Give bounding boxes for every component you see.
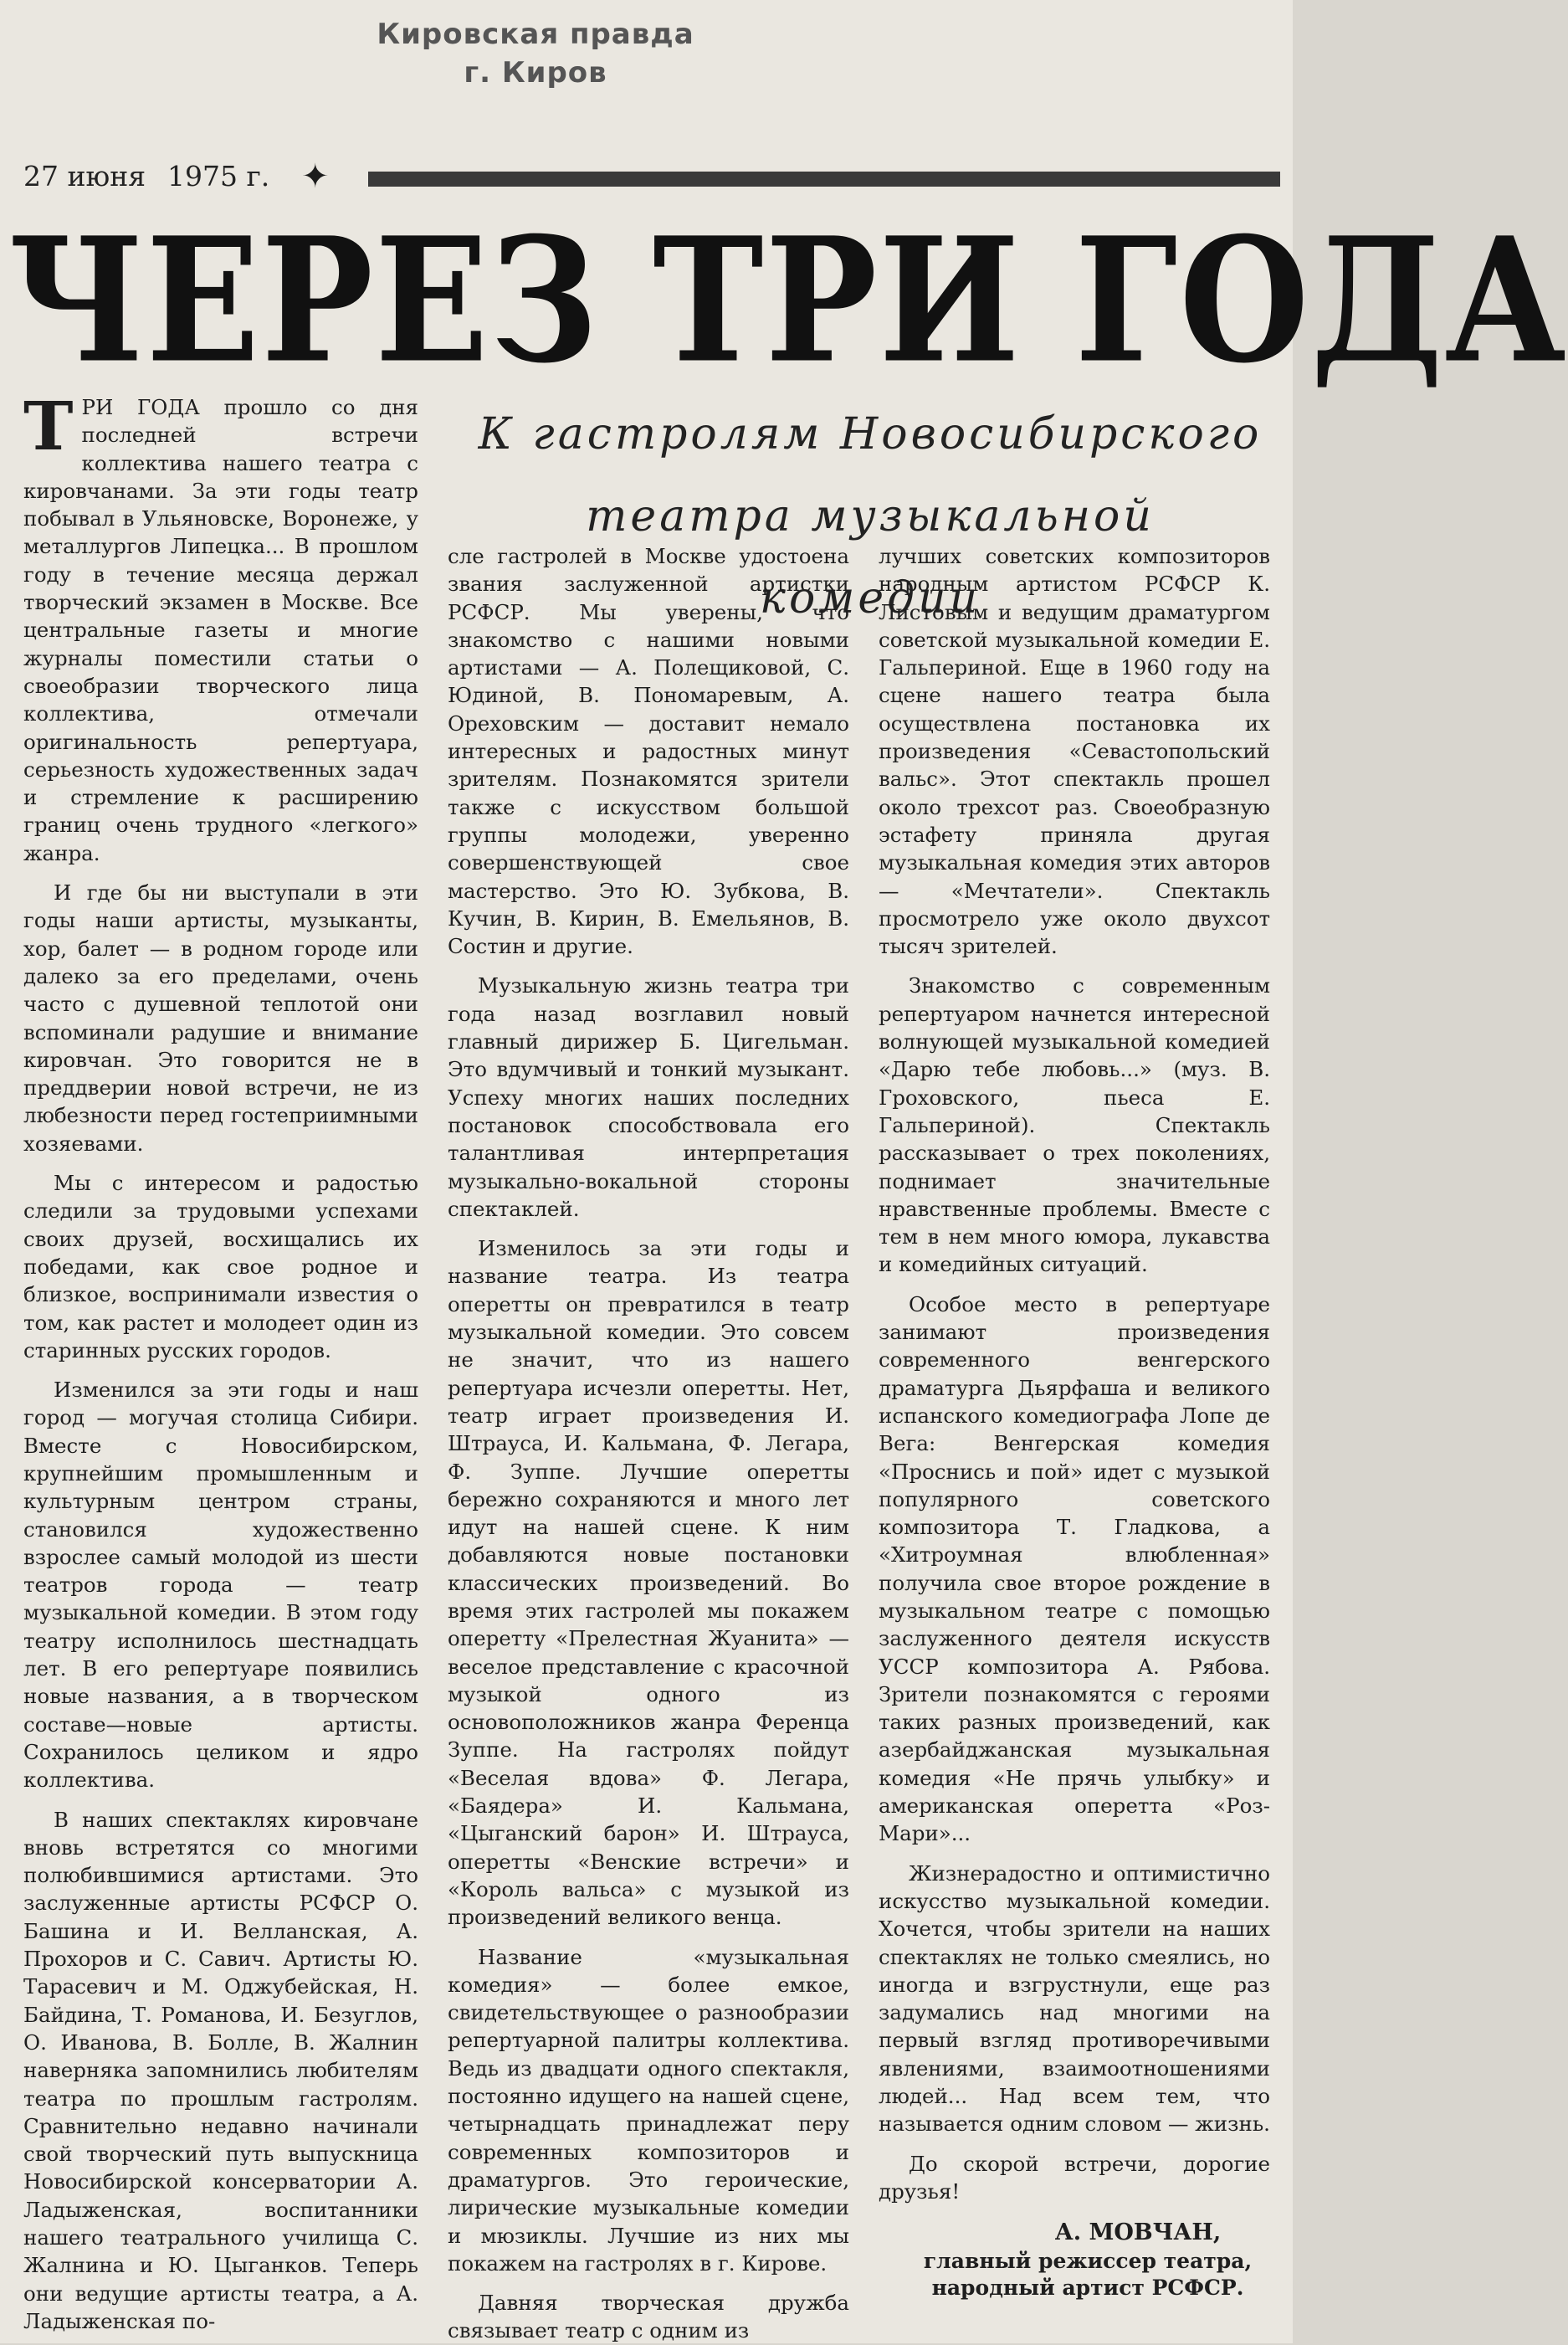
article-column-2 [448,542,849,2345]
paragraph: Название «музыкальная комедия» — более емкое, свидетельствующее о разнообразии репертуарной палитры коллектива. Ведь из двадцати одного спектакля, постоянно идущего на нашей сцене, четырнадцать принадлежат перу современных композиторов и драматургов. Это героические, лирические музыкальные комедии и мюзиклы. Лучшие из них мы покажем на гастролях в г. Кирове. [448,1944,849,2276]
stamp-newspaper-name: Кировская правда [377,18,694,51]
paragraph [23,387,418,867]
star-icon: ✦ [301,157,330,196]
header-rule [368,172,1280,187]
author-title: главный режиссер театра, народный артист РСФСР. [923,2249,1253,2300]
paragraph: сле гастролей в Москве удостоена звания заслуженной артистки РСФСР. Мы уверены, что знакомство с нашими новыми артистами — А. Полещиковой, С. Юдиной, В. Пономаревым, А. Ореховским — доставит немало интересных и радостных минут зрителям. Познакомятся зрители также с искусством большой группы молодежи, уверенно совершенствующей свое мастерство. Это Ю. Зубкова, В. Кучин, В. Кирин, В. Емельянов, В. Состин и другие. [448,544,849,959]
paragraph-text: РИ ГОДА прошло со дня последней встречи коллектива нашего театра с кировчанами. За эти годы театр побывал в Ульяновске, Воронеже, у металлургов Липецка... В прошлом году в течение месяца держал творческий экзамен в Москве. Все центральные газеты и многие журналы поместили статьи о своеобразии творческого лица коллектива, отмечали оригинальность репертуара, серьезность художественных задач и стремление к расширению границ очень трудного «легкого» жанра. [23,395,418,865]
article-column-3 [879,542,1270,2205]
headline: ЧЕРЕЗ ТРИ ГОДА [8,199,1568,401]
author-signature [904,2218,1272,2301]
paragraph: Мы с интересом и радостью следили за трудовыми успехами своих друзей, восхищались их победами, как свое родное и близкое, воспринимали известия о том, как растет и молодеет один из старинных русских городов. [23,1171,418,1362]
paragraph: Изменилось за эти годы и название театра. Из театра оперетты он превратился в театр музыкальной комедии. Это совсем не значит, что из нашего репертуара исчезли оперетты. Нет, театр играет произведения И. Штрауса, И. Кальмана, Ф. Легара, Ф. Зуппе. Лучшие оперетты бережно сохраняются и много лет идут на нашей сцене. К ним добавляются новые постановки классических произведений. Во время этих гастролей мы покажем оперетту «Прелестная Жуанита» — веселое представление с красочной музыкой одного из основоположников жанра Ференца Зуппе. На гастролях пойдут «Веселая вдова» Ф. Легара, «Баядера» И. Кальмана, «Цыганский барон» И. Штрауса, оперетты «Венские встречи» и «Король вальса» с музыкой из произведений великого венца. [448,1236,849,1930]
paragraph: До скорой встречи, дорогие друзья! [879,2151,1270,2204]
dateline [23,156,291,198]
paragraph: Особое место в репертуаре занимают произведения современного венгерского драматурга Дьярфаша и великого испанского комедиографа Лопе де Вега: Венгерская комедия «Проснись и пой» идет с музыкой популярного советского композитора Т. Гладкова, а «Хитроумная влюбленная» получила свое второе рождение в музыкальном театре с помощью заслуженного деятеля искусств УССР композитора А. Рябова. Зрители познакомятся с героями таких разных произведений, как азербайджанская музыкальная комедия «Не прячь улыбку» и американская оперетта «Роз-Мари»... [879,1291,1270,1846]
subtitle-line-2: театра музыкальной комедии [586,491,1155,623]
paragraph: Знакомство с современным репертуаром начнется интересной волнующей музыкальной комедией «Дарю тебе любовь...» (муз. В. Гроховского, пьеса Е. Гальпериной). Спектакль рассказывает о трех поколениях, поднимает значительные нравственные проблемы. Вместе с тем в нем много юмора, лукавства и комедийных ситуаций. [879,973,1270,1277]
date-day-month: 27 июня [23,160,146,192]
article-column-1 [23,387,418,2335]
subtitle-line-1: К гастролям Новосибирского [478,409,1263,459]
dropcap: Т [23,387,74,465]
paragraph: Жизнерадостно и оптимистично искусство музыкальной комедии. Хочется, чтобы зрители на наших спектаклях не только смеялись, но иногда и взгрустнули, еще раз задумались над многими на первый взгляд противоречивыми явлениями, взаимоотношениями людей... Над всем тем, что называется одним словом — жизнь. [879,1860,1270,2137]
stamp-city: г. Киров [464,56,607,90]
paragraph: В наших спектаклях кировчане вновь встретятся со многими полюбившимися артистами. Это заслуженные артисты РСФСР О. Башина и И. Велланская, А. Прохоров и С. Савич. Артисты Ю. Тарасевич и М. Оджубейская, Н. Байдина, Т. Романова, И. Безуглов, О. Иванова, В. Болле, В. Жалнин наверняка запомнились любителям театра по прошлым гастролям. Сравнительно недавно начинали свой творческий путь выпускница Новосибирской консерватории А. Ладыженская, воспитанники нашего театрального училища С. Жалнина и Ю. Цыганков. Теперь они ведущие артисты театра, а А. Ладыженская по- [23,1807,418,2333]
paragraph: лучших советских композиторов народным артистом РСФСР К. Листовым и ведущим драматургом советской музыкальной комедии Е. Гальпериной. Еще в 1960 году на сцене нашего театра была осуществлена постановка их произведения «Севастопольский вальс». Этот спектакль прошел около трехсот раз. Своеобразную эстафету приняла другая музыкальная комедия этих авторов — «Мечтатели». Спектакль просмотрело уже около двухсот тысяч зрителей. [879,544,1270,959]
paragraph: Музыкальную жизнь театра три года назад возглавил новый главный дирижер Б. Цигельман. Это вдумчивый и тонкий музыкант. Успеху многих наших последних постановок способствовала его талантливая интерпретация музыкально-вокальной стороны спектаклей. [448,973,849,1221]
publication-stamp [351,15,720,92]
paragraph: И где бы ни выступали в эти годы наши артисты, музыканты, хор, балет — в родном городе или далеко за его пределами, очень часто с душевной теплотой они вспоминали радушие и внимание кировчан. Это говорится не в преддверии новой встречи, не из любезности перед гостеприимными хозяевами. [23,880,418,1156]
author-name: А. МОВЧАН, [1054,2219,1222,2245]
date-year: 1975 г. [167,160,270,192]
paragraph: Давняя творческая дружба связывает театр с одним из [448,2291,849,2343]
paragraph: Изменился за эти годы и наш город — могучая столица Сибири. Вместе с Новосибирском, крупнейшим промышленным и культурным центром страны, становился художественно взрослее самый молодой из шести театров города — театр музыкальной комедии. В этом году театру исполнилось шестнадцать лет. В его репертуаре появились новые названия, а в творческом составе—новые артисты. Сохранилось целиком и ядро коллектива. [23,1378,418,1793]
